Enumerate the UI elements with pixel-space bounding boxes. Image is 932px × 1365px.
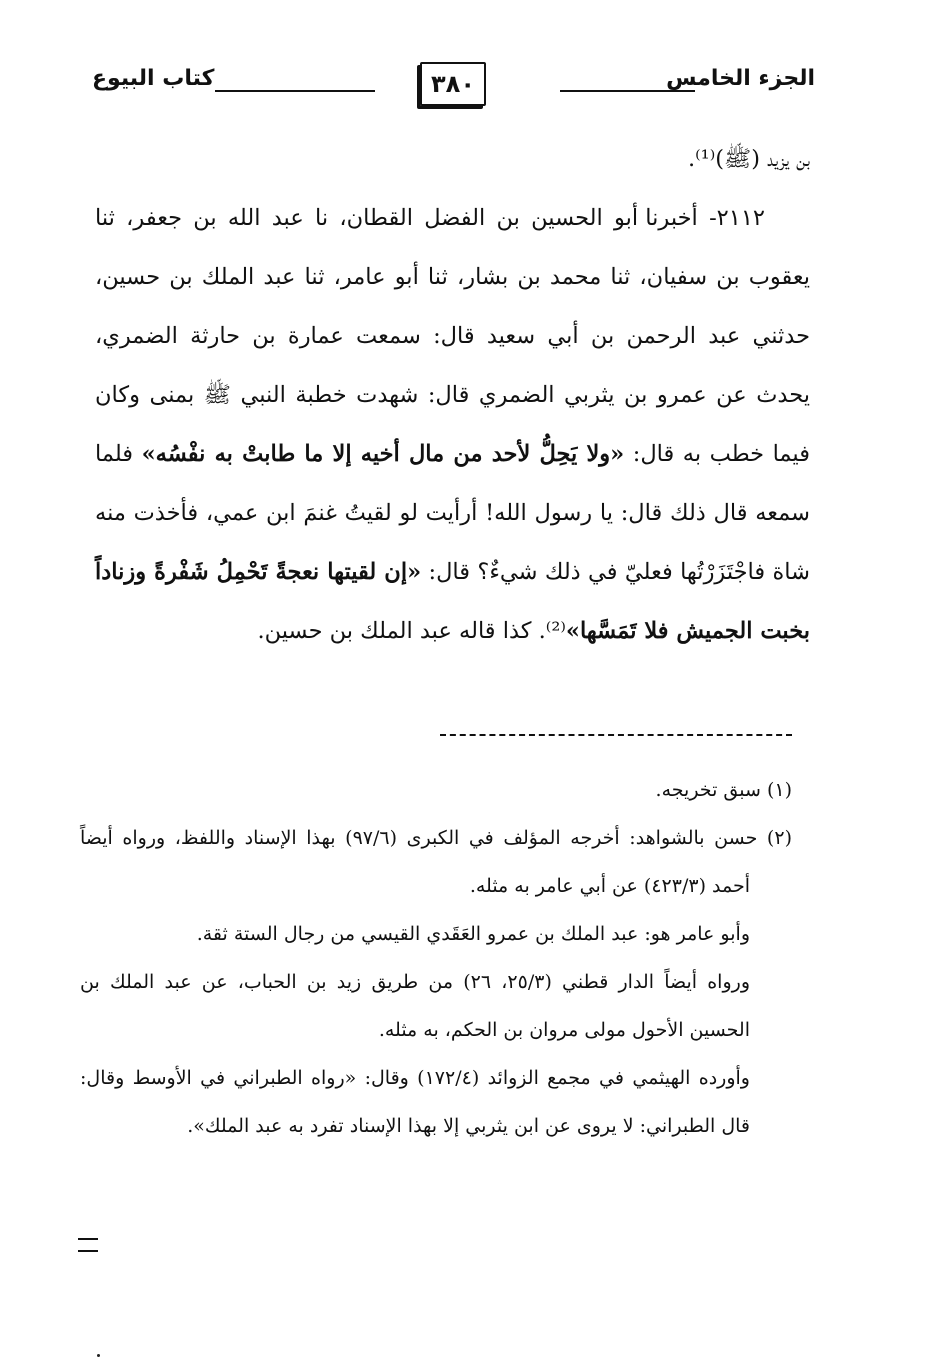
- scan-speck: [97, 1354, 100, 1357]
- book-title: كتاب البيوع: [92, 66, 215, 91]
- footnote-divider: [440, 734, 792, 736]
- footnote-2: (٢) حسن بالشواهد: أخرجه المؤلف في الكبرى (٩٧/٦) بهذا الإسناد واللفظ، ورواه أيضاً أحمد (٤٢٣/٣) عن أبي عامر به مثله.: [80, 827, 792, 897]
- end-mark: [78, 1238, 98, 1252]
- header-rule-left: [215, 90, 375, 92]
- hadith-closing: ⁽²⁾. كذا قاله عبد الملك بن حسين.: [257, 618, 566, 644]
- footnote-1: (١) سبق تخريجه.: [655, 779, 792, 801]
- hadith-dialogue: فلما سمعه قال ذلك قال: يا رسول الله! أرأيت لو لقيتُ غنمَ ابن عمي، فأخذت منه شاة فاجْتَزَرْتُها فعليّ في ذلك شيءٌ؟ قال:: [95, 441, 811, 585]
- hadith-quote-2: «إن لقيتها نعجةً تَحْمِلُ شَفْرةً وزناداً بخبت الجميش فلا تَمَسَّها»: [95, 559, 810, 644]
- footnote-2-paragraph-4: وأورده الهيثمي في مجمع الزوائد (١٧٢/٤) وقال: «رواه الطبراني في الأوسط وقال: قال الطبراني: لا يروى عن ابن يثربي إلا بهذا الإسناد تفرد به عبد الملك».: [80, 1067, 750, 1137]
- hadith-number: ٢١١٢-: [709, 205, 766, 231]
- footnotes: [80, 766, 792, 1150]
- continuation-line: بن يزيد (ﷺ)⁽¹⁾.: [687, 146, 810, 172]
- footnote-2-paragraph-3: ورواه أيضاً الدار قطني (٢٥/٣، ٢٦) من طريق زيد بن الحباب، عن عبد الملك بن الحسين الأحول مولى مروان بن الحكم، به مثله.: [80, 971, 750, 1041]
- page-number: ٣٨٠: [420, 62, 486, 106]
- hadith-quote-1: «ولا يَحِلُّ لأحد من مال أخيه إلا ما طابتْ به نفْسُه»: [141, 441, 625, 467]
- header-rule-right: [560, 90, 695, 92]
- hadith-paragraph: [95, 189, 810, 661]
- running-header: [80, 60, 815, 120]
- volume-title: الجزء الخامس: [666, 66, 815, 91]
- footnote-2-paragraph-2: وأبو عامر هو: عبد الملك بن عمرو العَقَدي القيسي من رجال الستة ثقة.: [196, 923, 750, 945]
- isnad-text: أخبرنا أبو الحسين بن الفضل القطان، نا عبد الله بن جعفر، ثنا يعقوب بن سفيان، ثنا محمد بن بشار، ثنا أبو عامر، ثنا عبد الملك بن حسين، حدثني عبد الرحمن بن أبي سعيد قال: سمعت عمارة بن حارثة الضمري، يحدث عن عمرو بن يثربي الضمري قال: شهدت خطبة النبي ﷺ بمنى وكان فيما خطب به قال:: [95, 205, 810, 467]
- main-text: [95, 130, 810, 661]
